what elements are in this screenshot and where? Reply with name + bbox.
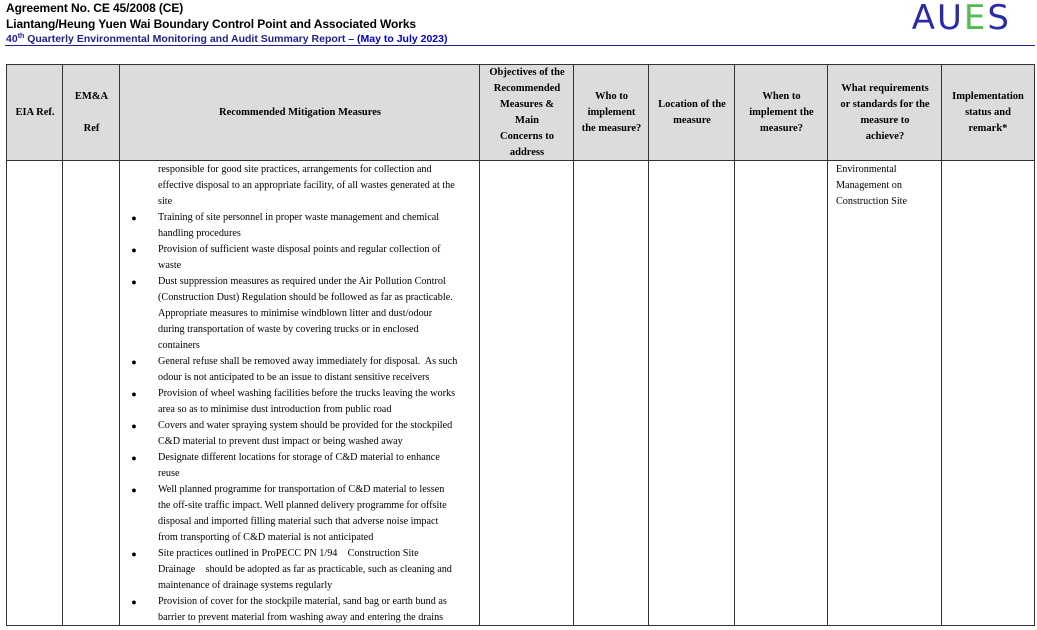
- agreement-number: Agreement No. CE 45/2008 (CE): [6, 1, 184, 15]
- column-header-when: When to implement the measure?: [749, 91, 814, 134]
- report-number-suffix: th: [17, 33, 25, 40]
- column-header-objectives: Objectives of the Recommended Measures & Main Concerns to address: [489, 67, 565, 158]
- list-item: ● Well planned programme for transportation of C&D material to lessen the off-site traffic impact. Well planned delivery programme for offsite disposal and imported filling material such that adverse noise impact from transporting of C&D material is not anticipated: [131, 484, 447, 543]
- column-header-who: Who to implement the measure?: [581, 91, 642, 134]
- bullet-icon: ●: [131, 277, 137, 287]
- list-item: ● Training of site personnel in proper waste management and chemical handling procedures: [131, 212, 440, 239]
- bullet-icon: ●: [131, 597, 137, 607]
- column-header-location: Location of the measure: [658, 99, 726, 126]
- requirement-line: Construction Site: [836, 196, 908, 207]
- logo-letter-u: U: [937, 0, 964, 38]
- list-item: ● Site practices outlined in ProPECC PN 1/94 Construction Site Drainage should be adopted as far as practicable, such as cleaning and maintenance of drainage systems regularly: [131, 548, 452, 591]
- list-item: ● Provision of wheel washing facilities before the trucks leaving the works area so as to minimise dust introduction from public road: [131, 388, 456, 415]
- bullet-icon: ●: [131, 421, 137, 431]
- column-header-ema: EM&A Ref: [74, 91, 109, 134]
- list-item: ● General refuse shall be removed away immediately for disposal. As such odour is not anticipated to be an issue to distant sensitive receivers: [131, 356, 458, 383]
- list-item: ● Dust suppression measures as required under the Air Pollution Control (Construction Dust) Regulation should be followed as far as practicable. Appropriate measures to minimise windblown litter and dust/odour during transportation of waste by covering trucks or in enclosed containers: [131, 276, 453, 351]
- logo-letter-a: A: [911, 0, 938, 38]
- column-header-requirements: What requirements or standards for the measure to achieve?: [840, 83, 930, 142]
- list-item: ● Provision of sufficient waste disposal points and regular collection of waste: [131, 244, 441, 271]
- report-period: (May to July 2023): [357, 33, 448, 45]
- bullet-icon: ●: [131, 549, 137, 559]
- requirement-line: Management on: [836, 180, 902, 191]
- requirement-line: Environmental: [836, 164, 897, 175]
- requirements-cell: [836, 162, 944, 210]
- bullet-icon: ●: [131, 485, 137, 495]
- report-header: [6, 0, 1036, 46]
- report-title: [6, 33, 447, 45]
- project-title: Liantang/Heung Yuen Wai Boundary Control Point and Associated Works: [6, 17, 417, 31]
- implementation-schedule-table: [6, 64, 1035, 626]
- bullet-icon: ●: [131, 453, 137, 463]
- report-number: 40: [6, 33, 18, 45]
- column-header-eia: EIA Ref.: [15, 107, 55, 118]
- measure-continuation-text: responsible for good site practices, arrangements for collection and effective disposal to an appropriate facility, of all wastes generated at the site: [158, 164, 455, 207]
- report-title-text: Quarterly Environmental Monitoring and Audit Summary Report –: [24, 33, 358, 45]
- list-item: ● Provision of cover for the stockpile material, sand bag or earth bund as barrier to prevent material from washing away and entering the drains: [131, 596, 447, 623]
- mitigation-measures-cell: [130, 162, 478, 626]
- column-header-status: Implementation status and remark*: [952, 91, 1024, 134]
- bullet-icon: ●: [131, 245, 137, 255]
- aues-logo: [912, 0, 1011, 38]
- table-row: [7, 161, 1034, 627]
- header-divider: [5, 45, 1035, 46]
- list-item: ● Covers and water spraying system should be provided for the stockpiled C&D material to prevent dust impact or being washed away: [131, 420, 453, 447]
- logo-letter-s: S: [987, 0, 1011, 38]
- column-header-measures: Recommended Mitigation Measures: [219, 107, 381, 118]
- bullet-icon: ●: [131, 389, 137, 399]
- list-item: ● Designate different locations for storage of C&D material to enhance reuse: [131, 452, 440, 479]
- bullet-icon: ●: [131, 213, 137, 223]
- bullet-icon: ●: [131, 357, 137, 367]
- logo-letter-e: E: [963, 0, 988, 38]
